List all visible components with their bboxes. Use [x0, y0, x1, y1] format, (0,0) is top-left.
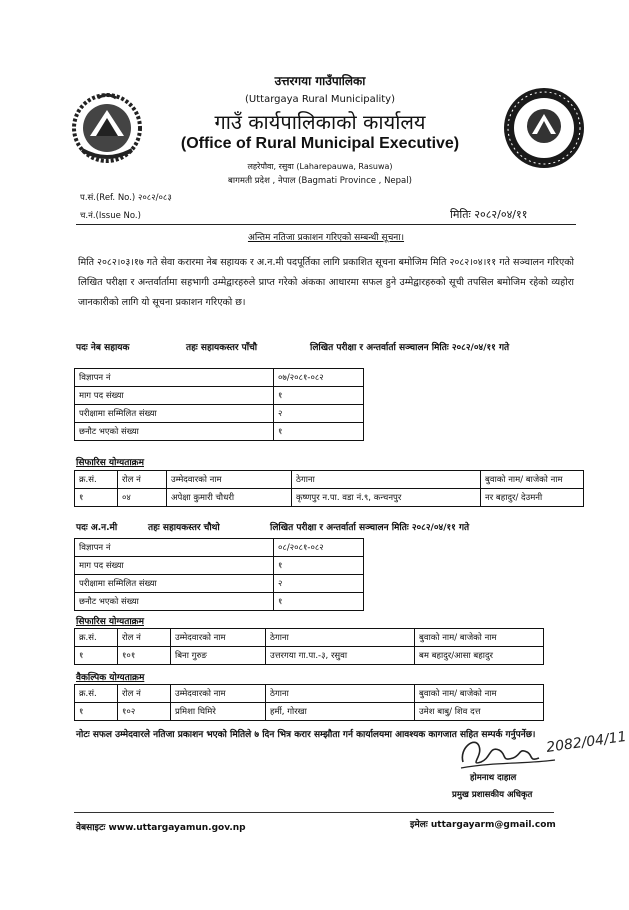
cell-name: बिना गुरुङ [171, 647, 266, 665]
info-value: १ [274, 423, 364, 441]
table-row [75, 575, 364, 593]
col-serial: क्र.सं. [75, 471, 118, 489]
table-row [75, 557, 364, 575]
office-name-en: (Office of Rural Municipal Executive) [180, 135, 460, 152]
notice-title: अन्तिम नतिजा प्रकाशन गरिएको सम्बन्धी सूचना। [247, 233, 405, 243]
address-line-2: बागमती प्रदेश , नेपाल (Bagmati Province , Nepal) [228, 176, 412, 186]
info-value: १ [274, 593, 364, 611]
cell-parents: नर बहादुर/ देउमनी [481, 489, 584, 507]
signatory-name: होमनाथ दाहाल [470, 773, 517, 783]
col-address: ठेगाना [266, 685, 415, 703]
table-row [75, 647, 544, 665]
col-address: ठेगाना [266, 629, 415, 647]
notice-date: मितिः २०८२/०४/११ [450, 208, 528, 221]
cell-name: अपेक्षा कुमारी चौधरी [167, 489, 292, 507]
info-label: परीक्षामा सम्मिलित संख्या [75, 575, 274, 593]
info-value: १ [274, 387, 364, 405]
note-text: नोटः सफल उम्मेदवारले नतिजा प्रकाशन भएको मितिले ७ दिन भित्र करार सम्झौता गर्न कार्यालयमा आवश्यक कागजात सहित सम्पर्क गर्नुपर्नेछ। [76, 730, 536, 740]
post2-level: तहः सहायकस्तर चौथो [148, 523, 220, 533]
info-label: परीक्षामा सम्मिलित संख्या [75, 405, 274, 423]
col-address: ठेगाना [292, 471, 481, 489]
col-parents: बुवाको नाम/ बाजेको नाम [415, 629, 544, 647]
cell-address: उत्तरगया गा.पा.-३, रसुवा [266, 647, 415, 665]
signatory-title: प्रमुख प्रशासकीय अधिकृत [452, 790, 533, 800]
cell-address: कृष्णपुर न.पा. वडा नं.९, कन्चनपुर [292, 489, 481, 507]
post1-recommend-label: सिफारिस योग्यताक्रम [76, 458, 144, 468]
table-row [75, 387, 364, 405]
table-row [75, 423, 364, 441]
municipality-name-np: उत्तरगया गाउँपालिका [274, 74, 366, 88]
cell-name: प्रमिशा घिमिरे [171, 703, 266, 721]
col-roll: रोल नं [118, 685, 171, 703]
table-row [75, 539, 364, 557]
col-parents: बुवाको नाम/ बाजेको नाम [415, 685, 544, 703]
issue-number: च.नं.(Issue No.) [80, 211, 141, 221]
info-label: छनौट भएको संख्या [75, 593, 274, 611]
post2-alternate-table [74, 684, 544, 721]
post1-exam-date: लिखित परीक्षा र अन्तर्वार्ता सञ्चालन मितिः २०८२/०४/११ गते [310, 343, 510, 353]
cell-parents: उमेश बाबु/ शिव दत्त [415, 703, 544, 721]
footer-divider [74, 812, 554, 813]
cell-serial: १ [75, 647, 118, 665]
col-serial: क्र.सं. [75, 685, 118, 703]
col-serial: क्र.सं. [75, 629, 118, 647]
info-label: माग पद संख्या [75, 387, 274, 405]
post2-info-table [74, 538, 364, 611]
table-row [75, 405, 364, 423]
cell-serial: १ [75, 703, 118, 721]
post2-recommend-label: सिफारिस योग्यताक्रम [76, 617, 144, 627]
post1-info-table [74, 368, 364, 441]
handwritten-signature-icon [455, 728, 628, 772]
info-value: ०८/२०८१-०८२ [274, 539, 364, 557]
email-link[interactable]: इमेलः uttargayarm@gmail.com [410, 820, 556, 830]
municipality-name-en: (Uttargaya Rural Municipality) [245, 94, 395, 105]
table-header-row [75, 629, 544, 647]
col-roll: रोल नं [118, 629, 171, 647]
post2-recommend-table [74, 628, 544, 665]
table-row [75, 593, 364, 611]
cell-roll: १०१ [118, 647, 171, 665]
info-label: छनौट भएको संख्या [75, 423, 274, 441]
cell-roll: ०४ [118, 489, 167, 507]
table-row [75, 369, 364, 387]
cell-address: हर्मी, गोरखा [266, 703, 415, 721]
info-label: विज्ञापन नं [75, 369, 274, 387]
reference-number: प.सं.(Ref. No.) २०८२/०८३ [80, 193, 172, 203]
header-divider [76, 224, 576, 225]
col-name: उम्मेदवारको नाम [171, 685, 266, 703]
website-link[interactable]: वेबसाइटः www.uttargayamun.gov.np [76, 823, 246, 833]
post2-alternate-label: वैकल्पिक योग्यताक्रम [76, 673, 145, 683]
post1-title: पदः नेब सहायक [76, 343, 130, 353]
table-header-row [75, 685, 544, 703]
col-roll: रोल नं [118, 471, 167, 489]
cell-serial: १ [75, 489, 118, 507]
info-value: ०७/२०८१-०८२ [274, 369, 364, 387]
office-seal-icon [502, 86, 586, 170]
info-value: २ [274, 575, 364, 593]
office-name-np: गाउँ कार्यपालिकाको कार्यालय [214, 110, 426, 134]
address-line-1: लहरेपौवा, रसुवा (Laharepauwa, Rasuwa) [247, 162, 393, 171]
post1-level: तहः सहायकस्तर पाँचौ [186, 343, 258, 353]
nepal-emblem-icon [68, 88, 146, 166]
info-value: १ [274, 557, 364, 575]
col-name: उम्मेदवारको नाम [167, 471, 292, 489]
cell-roll: १०२ [118, 703, 171, 721]
post1-recommend-table [74, 470, 584, 507]
table-row [75, 703, 544, 721]
table-row [75, 489, 584, 507]
info-label: विज्ञापन नं [75, 539, 274, 557]
info-value: २ [274, 405, 364, 423]
table-header-row [75, 471, 584, 489]
col-parents: बुवाको नाम/ बाजेको नाम [481, 471, 584, 489]
svg-text:2082/04/11: 2082/04/11 [545, 728, 628, 756]
post2-exam-date: लिखित परीक्षा र अन्तर्वार्ता सञ्चालन मितिः २०८२/०४/११ गते [270, 523, 470, 533]
cell-parents: बम बहादुर/आसा बहादुर [415, 647, 544, 665]
col-name: उम्मेदवारको नाम [171, 629, 266, 647]
info-label: माग पद संख्या [75, 557, 274, 575]
post2-title: पदः अ.न.मी [76, 523, 118, 533]
notice-paragraph: मिति २०८२।०३।१७ गते सेवा करारमा नेब सहायक र अ.न.मी पदपूर्तिका लागि प्रकाशित सूचना बमोजिम मिति २०८२।०४।११ गते सञ्चालन गरिएको लिखित परीक्षा र अन्तर्वार्तामा सहभागी उम्मेद्वारहरुले प्राप्त गरेको अंकका आधारमा सफल हुने उम्मेद्वारहरुको सूची तपसिल बमोजिम रहेको व्यहोरा जानकारीको लागि यो सूचना प्रकाशन गरिएको छ। [78, 257, 574, 308]
